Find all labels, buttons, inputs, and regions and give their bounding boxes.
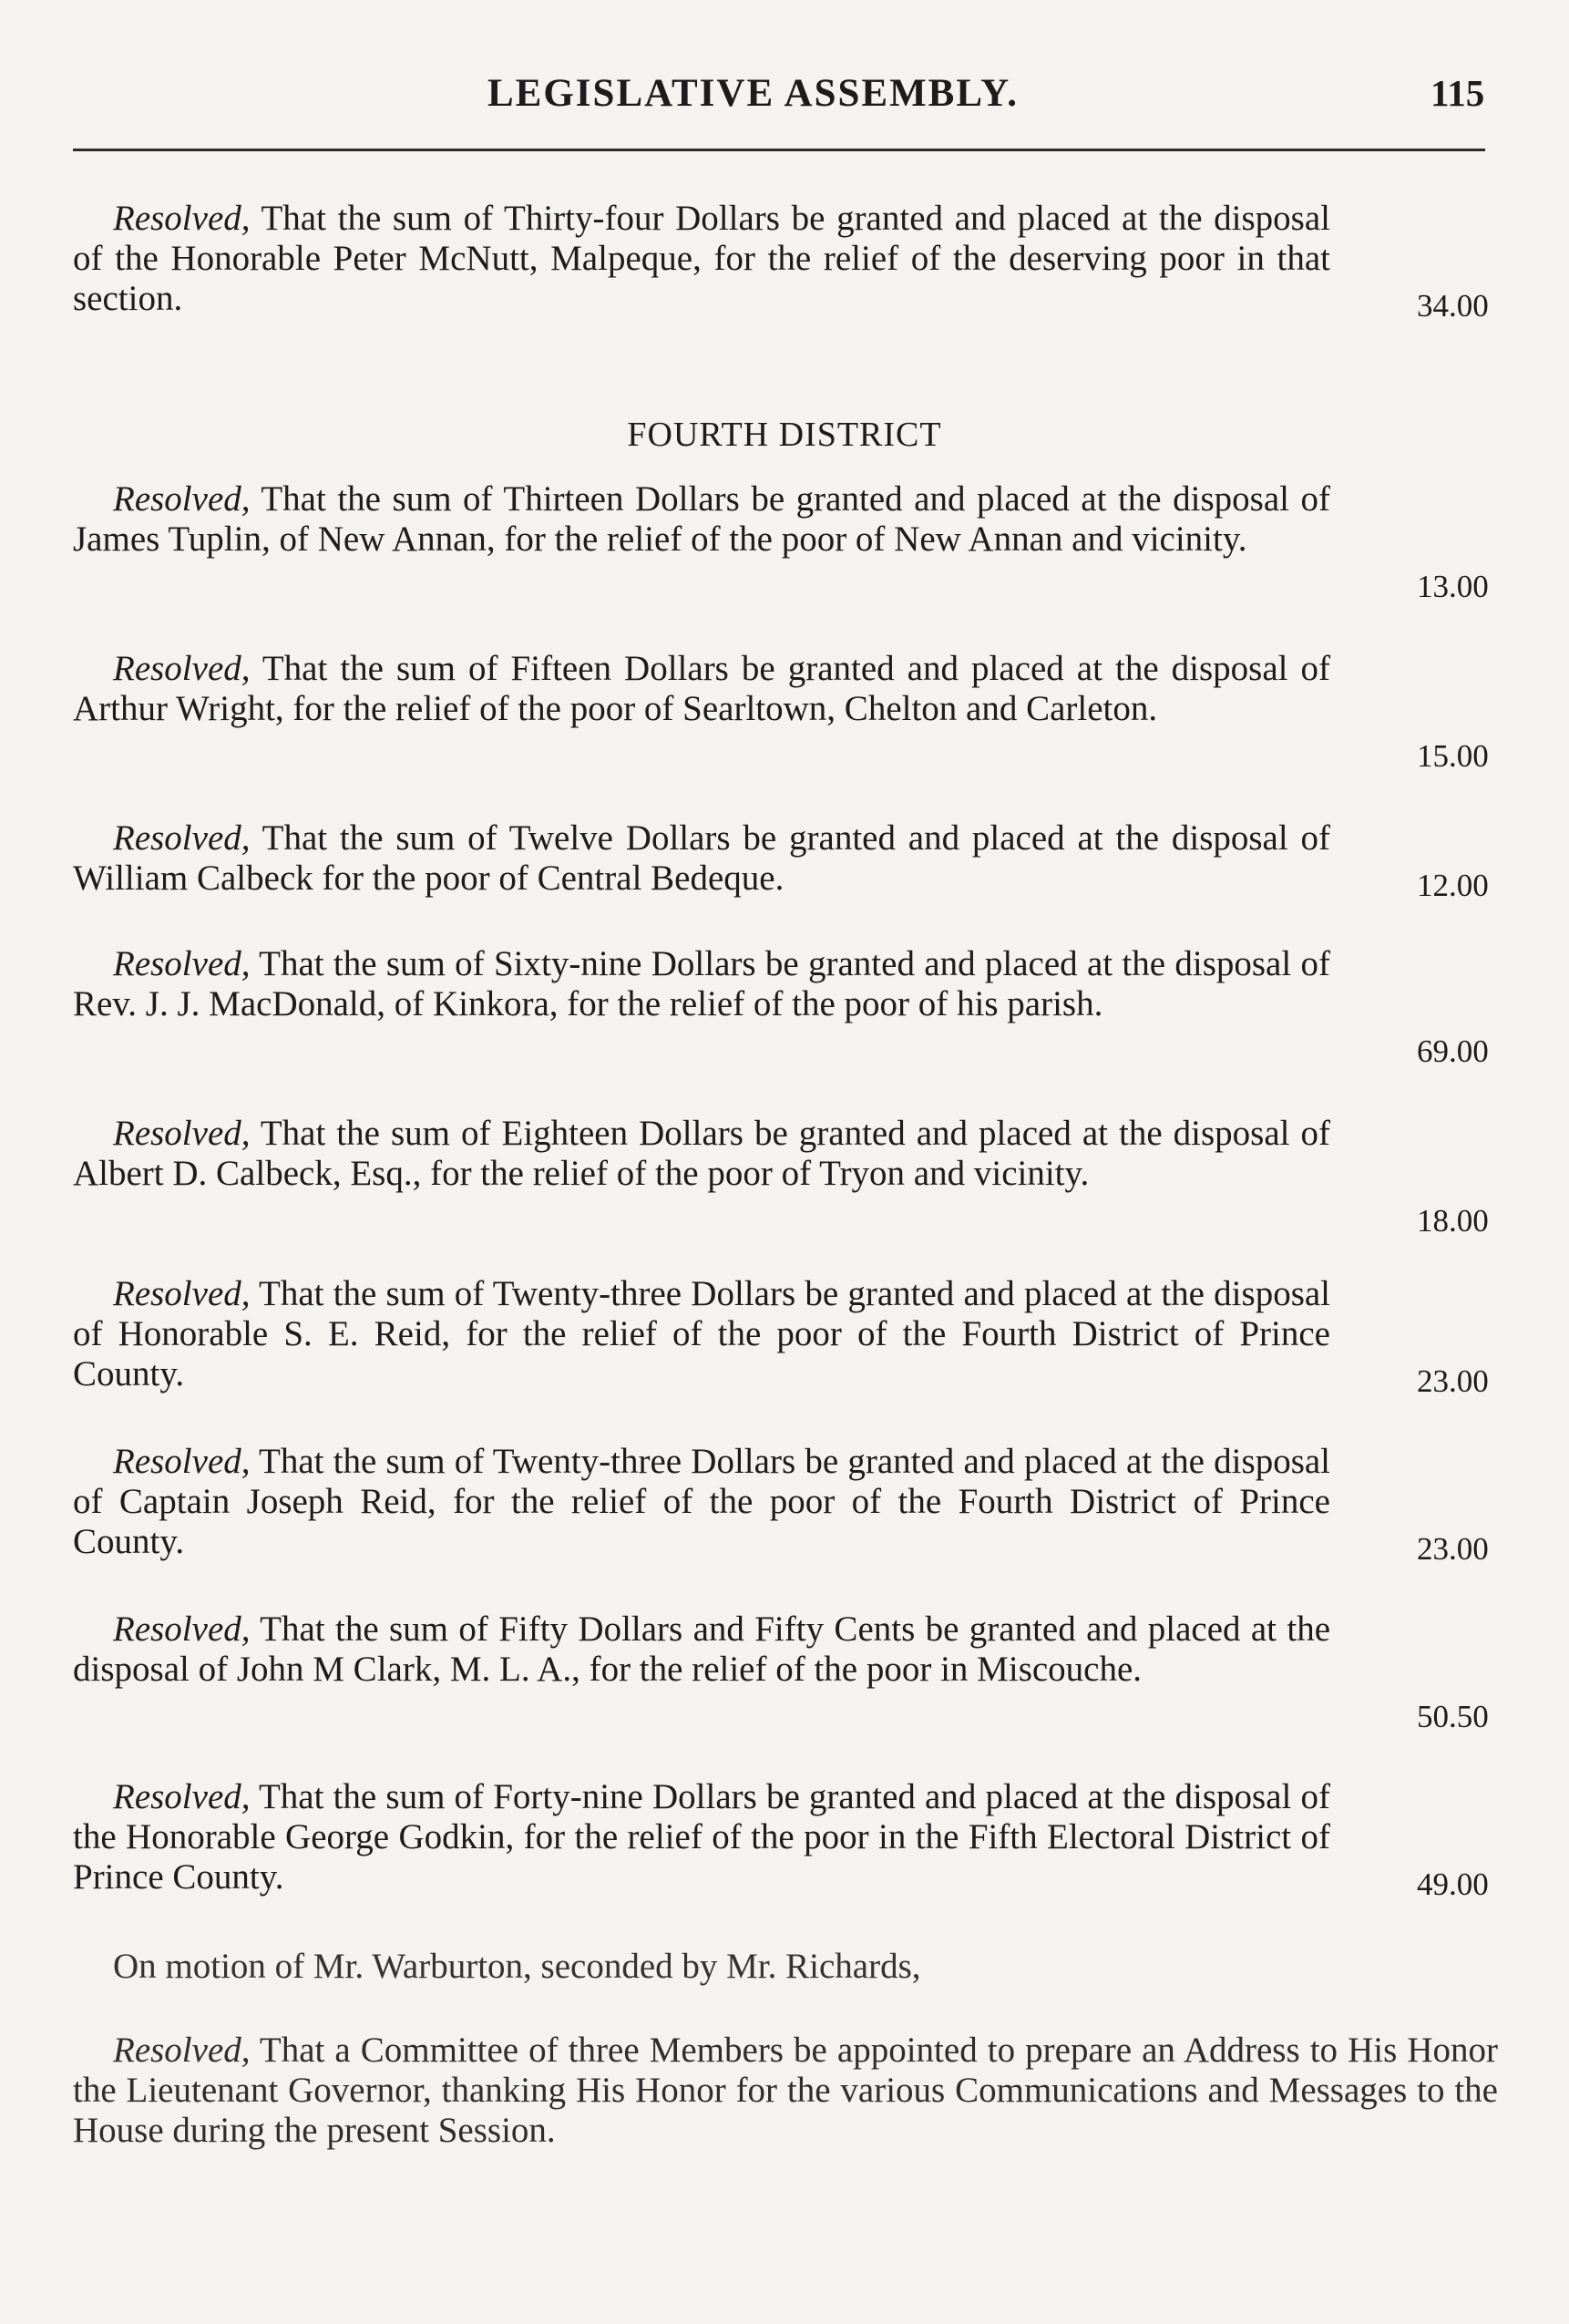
- resolved-label: Resolved,: [113, 818, 251, 858]
- resolution-text: That the sum of Thirty-four Dollars be granted and placed at the disposal of the Honorable Peter McNutt, Malpeque, for the relief of the deserving poor in that section.: [73, 199, 1331, 318]
- resolution-entry: [73, 1274, 1330, 1394]
- header-rule: [73, 149, 1485, 151]
- resolution-entry: [73, 649, 1330, 729]
- resolved-label: Resolved,: [113, 1442, 251, 1481]
- resolved-label: Resolved,: [113, 199, 251, 238]
- resolution-text: That the sum of Fifteen Dollars be granted and placed at the disposal of Arthur Wright, for the relief of the poor of Searltown, Chelton and Carleton.: [73, 649, 1330, 728]
- resolution-text: That the sum of Forty-nine Dollars be granted and placed at the disposal of the Honorable George Godkin, for the relief of the poor in the Fifth Electoral District of Prince County.: [73, 1777, 1330, 1897]
- amount: 13.00: [1417, 569, 1489, 604]
- resolution-entry: [73, 1442, 1330, 1562]
- amount: 15.00: [1417, 738, 1489, 774]
- resolution-entry: [73, 1114, 1330, 1194]
- amount: 18.00: [1417, 1203, 1489, 1239]
- amount: 23.00: [1417, 1363, 1489, 1399]
- page-title: LEGISLATIVE ASSEMBLY.: [487, 72, 1019, 115]
- resolution-text: That the sum of Eighteen Dollars be granted and placed at the disposal of Albert D. Calbeck, Esq., for the relief of the poor of Tryon and vicinity.: [73, 1114, 1330, 1193]
- resolved-label: Resolved,: [113, 1114, 251, 1153]
- resolution-entry: [73, 1609, 1330, 1690]
- resolved-label: Resolved,: [113, 1609, 251, 1649]
- amount: 34.00: [1417, 288, 1489, 324]
- resolved-label: Resolved,: [113, 1777, 251, 1816]
- page-number: 115: [1431, 72, 1485, 114]
- resolved-label: Resolved,: [113, 649, 251, 688]
- resolved-label: Resolved,: [113, 2031, 251, 2070]
- resolution-text: That the sum of Twelve Dollars be granted and placed at the disposal of William Calbeck for the poor of Central Bedeque.: [73, 818, 1330, 898]
- amount: 69.00: [1417, 1033, 1489, 1069]
- resolution-entry: [73, 1777, 1330, 1897]
- resolved-label: Resolved,: [113, 1274, 251, 1313]
- resolution-text: That the sum of Twenty-three Dollars be granted and placed at the disposal of Captain Joseph Reid, for the relief of the poor of the Fourth District of Prince County.: [73, 1442, 1331, 1561]
- running-head: [0, 71, 1569, 126]
- amount: 49.00: [1417, 1866, 1489, 1902]
- committee-resolution: [73, 2031, 1498, 2151]
- resolved-label: Resolved,: [113, 479, 251, 519]
- resolution-text: That a Committee of three Members be appointed to prepare an Address to His Honor the Lieutenant Governor, thanking His Honor for the various Communications and Messages to the House during the present Session.: [73, 2031, 1499, 2150]
- amount: 23.00: [1417, 1531, 1489, 1567]
- motion-line: On motion of Mr. Warburton, seconded by Mr. Richards,: [113, 1947, 921, 1986]
- resolution-text: That the sum of Thirteen Dollars be granted and placed at the disposal of James Tuplin, of New Annan, for the relief of the poor of New Annan and vicinity.: [73, 479, 1330, 559]
- resolution-text: That the sum of Sixty-nine Dollars be granted and placed at the disposal of Rev. J. J. MacDonald, of Kinkora, for the relief of the poor of his parish.: [73, 944, 1330, 1023]
- resolution-entry: [73, 818, 1330, 899]
- resolution-text: That the sum of Fifty Dollars and Fifty Cents be granted and placed at the disposal of John M Clark, M. L. A., for the relief of the poor in Miscouche.: [73, 1609, 1331, 1689]
- amount: 50.50: [1417, 1699, 1489, 1734]
- resolution-entry: [73, 479, 1330, 560]
- resolved-label: Resolved,: [113, 944, 251, 983]
- resolution-entry: [73, 944, 1330, 1024]
- resolution-entry: [73, 199, 1330, 319]
- amount: 12.00: [1417, 868, 1489, 903]
- section-heading: FOURTH DISTRICT: [627, 416, 942, 454]
- resolution-text: That the sum of Twenty-three Dollars be granted and placed at the disposal of Honorable S. E. Reid, for the relief of the poor of the Fourth District of Prince County.: [73, 1274, 1331, 1393]
